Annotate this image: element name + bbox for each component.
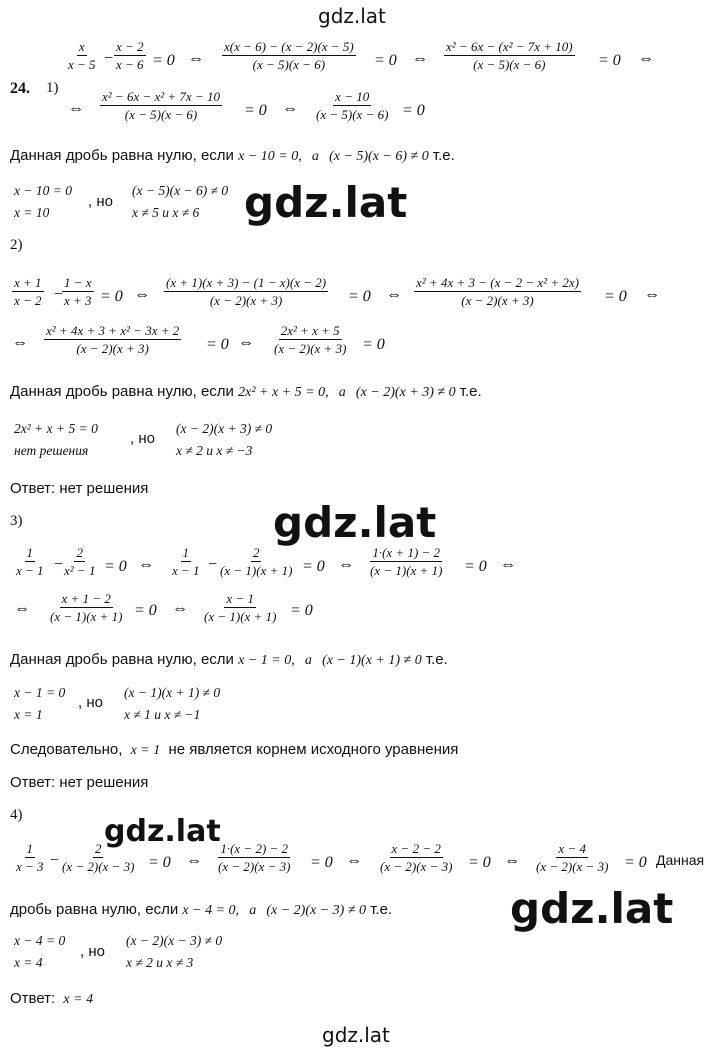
part4-tail: Данная: [656, 852, 705, 868]
part4-frac-5: $\frac{x - 4}{(x - 2)(x - 3)}$: [536, 841, 609, 874]
part1-frac-1: $\frac{x}{x - 5}$: [68, 39, 96, 72]
condition-and: а: [249, 903, 257, 918]
part2-frac-5: $\frac{\text{x² + 4x + 3 + x² − 3x + 2}}{(x - 2)(x + 3)}$: [46, 323, 180, 356]
part3-frac-1: $\frac{1}{x - 1}$: [16, 545, 44, 578]
condition-text: Данная дробь равна нулю, если: [10, 383, 234, 400]
part3-frac-5: $\frac{1\cdot(x + 1) - 2}{(x - 1)(x + 1)}$: [370, 545, 443, 578]
part1-condition: [10, 147, 455, 165]
part3-condition: [10, 651, 448, 669]
condition-and: а: [311, 149, 319, 164]
minus-sign: −: [54, 556, 64, 573]
equivalence-arrow: ⇔: [138, 556, 154, 573]
condition-text: дробь равна нулю, если: [10, 901, 179, 918]
equals-zero: = 0: [468, 854, 491, 871]
equals-zero: = 0: [624, 854, 647, 871]
watermark-bottom: gdz.lat: [322, 1023, 390, 1047]
watermark-mid-1: gdz.lat: [244, 178, 408, 227]
conclusion-expr: x = 1: [130, 743, 161, 758]
condition-expr: 2x² + x + 5 = 0,: [238, 385, 329, 400]
equivalence-arrow: ⇔: [172, 600, 188, 617]
problem-number: 24.: [10, 80, 30, 97]
minus-sign: −: [208, 556, 218, 573]
part4-condition: [10, 901, 392, 919]
part4-label: 4): [10, 807, 23, 823]
part1-frac-4: $\frac{\text{x² − 6x − (x² − 7x + 10)}}{(x - 5)(x - 6)}$: [446, 39, 573, 72]
condition-nonzero: (x − 5)(x − 6) ≠ 0: [329, 149, 429, 164]
condition-nonzero: (x − 2)(x + 3) ≠ 0: [355, 385, 456, 400]
equals-zero: = 0: [148, 854, 171, 871]
part2-but: , но: [130, 430, 155, 447]
part3-frac-6: $\frac{x + 1 - 2}{(x - 1)(x + 1)}$: [50, 591, 123, 624]
watermark-mid-4: gdz.lat: [510, 884, 674, 933]
equals-zero: = 0: [604, 288, 627, 305]
equivalence-arrow: ⇔: [338, 556, 354, 573]
equals-zero: = 0: [310, 854, 333, 871]
condition-te: т.е.: [425, 651, 448, 668]
condition-expr: x − 1 = 0,: [238, 653, 295, 668]
part3-but: , но: [78, 694, 103, 711]
minus-sign: −: [50, 852, 60, 869]
equivalence-arrow: ⇔: [644, 286, 660, 303]
part4-system-right: (x − 2)(x − 3) ≠ 0 x ≠ 2 и x ≠ 3: [126, 933, 223, 970]
part3-conclusion: Следовательно, x = 1 не является корнем исходного уравнения: [10, 741, 459, 758]
equivalence-arrow: ⇔: [186, 852, 202, 869]
part1-frac-5: $\frac{\text{x² − 6x − x² + 7x − 10}}{(x - 5)(x - 6)}$: [102, 89, 220, 122]
part3-frac-7: $\frac{x - 1}{(x - 1)(x + 1)}$: [204, 591, 277, 624]
equals-zero: = 0: [348, 288, 371, 305]
part3-answer: Ответ: нет решения: [10, 774, 149, 791]
part1-but: , но: [88, 193, 113, 210]
part4-frac-4: $\frac{x - 2 - 2}{(x - 2)(x - 3)}$: [380, 841, 453, 874]
part1-system-right: (x − 5)(x − 6) ≠ 0 x ≠ 5 и x ≠ 6: [132, 183, 229, 220]
part2-frac-6: $\frac{\text{2x² + x + 5}}{(x - 2)(x + 3)}$: [274, 323, 347, 356]
condition-te: т.е.: [370, 901, 393, 918]
condition-expr: x − 4 = 0,: [182, 903, 240, 918]
minus-sign: −: [104, 50, 114, 67]
part3-label: 3): [10, 513, 23, 529]
equivalence-arrow: ⇔: [134, 286, 150, 303]
condition-expr: x − 10 = 0,: [238, 149, 302, 164]
condition-text: Данная дробь равна нулю, если: [10, 651, 234, 668]
equivalence-arrow: ⇔: [500, 556, 516, 573]
part1-frac-2: $\frac{x - 2}{x - 6}$: [116, 39, 144, 72]
condition-text: Данная дробь равна нулю, если: [10, 147, 234, 164]
answer-expr: x = 4: [63, 992, 94, 1007]
equals-zero: = 0: [362, 336, 385, 353]
equals-zero: = 0: [104, 558, 127, 575]
equivalence-arrow: ⇔: [504, 852, 520, 869]
equals-zero: = 0: [290, 602, 313, 619]
condition-and: а: [338, 385, 346, 400]
part2-answer: Ответ: нет решения: [10, 480, 149, 497]
part3-frac-3: $\frac{1}{x - 1}$: [172, 545, 200, 578]
part2-system-left: 2x² + x + 5 = 0 нет решения: [14, 421, 98, 458]
part3-frac-4: $\frac{2}{(x - 1)(x + 1)}$: [220, 545, 293, 578]
part2-condition: [10, 383, 482, 401]
equivalence-arrow: ⇔: [68, 100, 84, 117]
part4-system-left: x − 4 = 0 x = 4: [14, 933, 66, 970]
part1-frac-6: $\frac{x - 10}{(x - 5)(x - 6)}$: [316, 89, 389, 122]
equivalence-arrow: ⇔: [282, 100, 298, 117]
condition-te: т.е.: [459, 383, 482, 400]
part2-label: 2): [10, 237, 23, 253]
equals-zero: = 0: [206, 336, 229, 353]
part1-label: 1): [46, 80, 59, 96]
part4-frac-1: $\frac{1}{x - 3}$: [16, 841, 44, 874]
condition-nonzero: (x − 2)(x − 3) ≠ 0: [266, 903, 367, 918]
equals-zero: = 0: [302, 558, 325, 575]
part4-but: , но: [80, 943, 105, 960]
part1-frac-3: $\frac{x(x - 6) - (x - 2)(x - 5)}{(x - 5)(x - 6)}$: [224, 39, 354, 72]
part2-frac-4: $\frac{\text{x² + 4x + 3 − (x − 2 − x² + 2x)}}{(x - 2)(x + 3)}$: [416, 275, 579, 308]
equals-zero: = 0: [464, 558, 487, 575]
part2-system-right: (x − 2)(x + 3) ≠ 0 x ≠ 2 и x ≠ −3: [176, 421, 273, 458]
equivalence-arrow: ⇔: [638, 50, 654, 67]
watermark-mid-3: gdz.lat: [104, 814, 221, 849]
part3-system-right: (x − 1)(x + 1) ≠ 0 x ≠ 1 и x ≠ −1: [124, 685, 221, 722]
equals-zero: = 0: [152, 52, 175, 69]
part4-answer: Ответ: x = 4: [10, 990, 94, 1007]
part2-frac-3: $\frac{(x + 1)(x + 3) - (1 - x)(x - 2)}{(x - 2)(x + 3)}$: [166, 275, 327, 308]
equivalence-arrow: ⇔: [386, 286, 402, 303]
part1-system-left: x − 10 = 0 x = 10: [14, 183, 72, 220]
watermark-mid-2: gdz.lat: [273, 498, 437, 547]
minus-sign: −: [54, 286, 64, 303]
part3-frac-2: $\frac{2}{\text{x² − 1}}$: [64, 545, 96, 578]
equals-zero: = 0: [374, 52, 397, 69]
equivalence-arrow: ⇔: [346, 852, 362, 869]
equivalence-arrow: ⇔: [412, 50, 428, 67]
equivalence-arrow: ⇔: [238, 334, 254, 351]
equivalence-arrow: ⇔: [188, 50, 204, 67]
equals-zero: = 0: [244, 102, 267, 119]
part2-frac-1: $\frac{x + 1}{x - 2}$: [14, 275, 42, 308]
condition-and: а: [304, 653, 312, 668]
part2-frac-2: $\frac{1 - x}{x + 3}$: [64, 275, 92, 308]
part4-frac-3: $\frac{1\cdot(x - 2) - 2}{(x - 2)(x - 3)}$: [218, 841, 291, 874]
part3-system-left: x − 1 = 0 x = 1: [14, 685, 66, 722]
equals-zero: = 0: [402, 102, 425, 119]
equals-zero: = 0: [100, 288, 123, 305]
watermark-top: gdz.lat: [318, 4, 386, 28]
equivalence-arrow: ⇔: [12, 334, 28, 351]
part4-frac-2: $\frac{2}{(x - 2)(x - 3)}$: [62, 841, 135, 874]
equals-zero: = 0: [598, 52, 621, 69]
condition-nonzero: (x − 1)(x + 1) ≠ 0: [322, 653, 422, 668]
equivalence-arrow: ⇔: [14, 600, 30, 617]
condition-te: т.е.: [432, 147, 455, 164]
equals-zero: = 0: [134, 602, 157, 619]
